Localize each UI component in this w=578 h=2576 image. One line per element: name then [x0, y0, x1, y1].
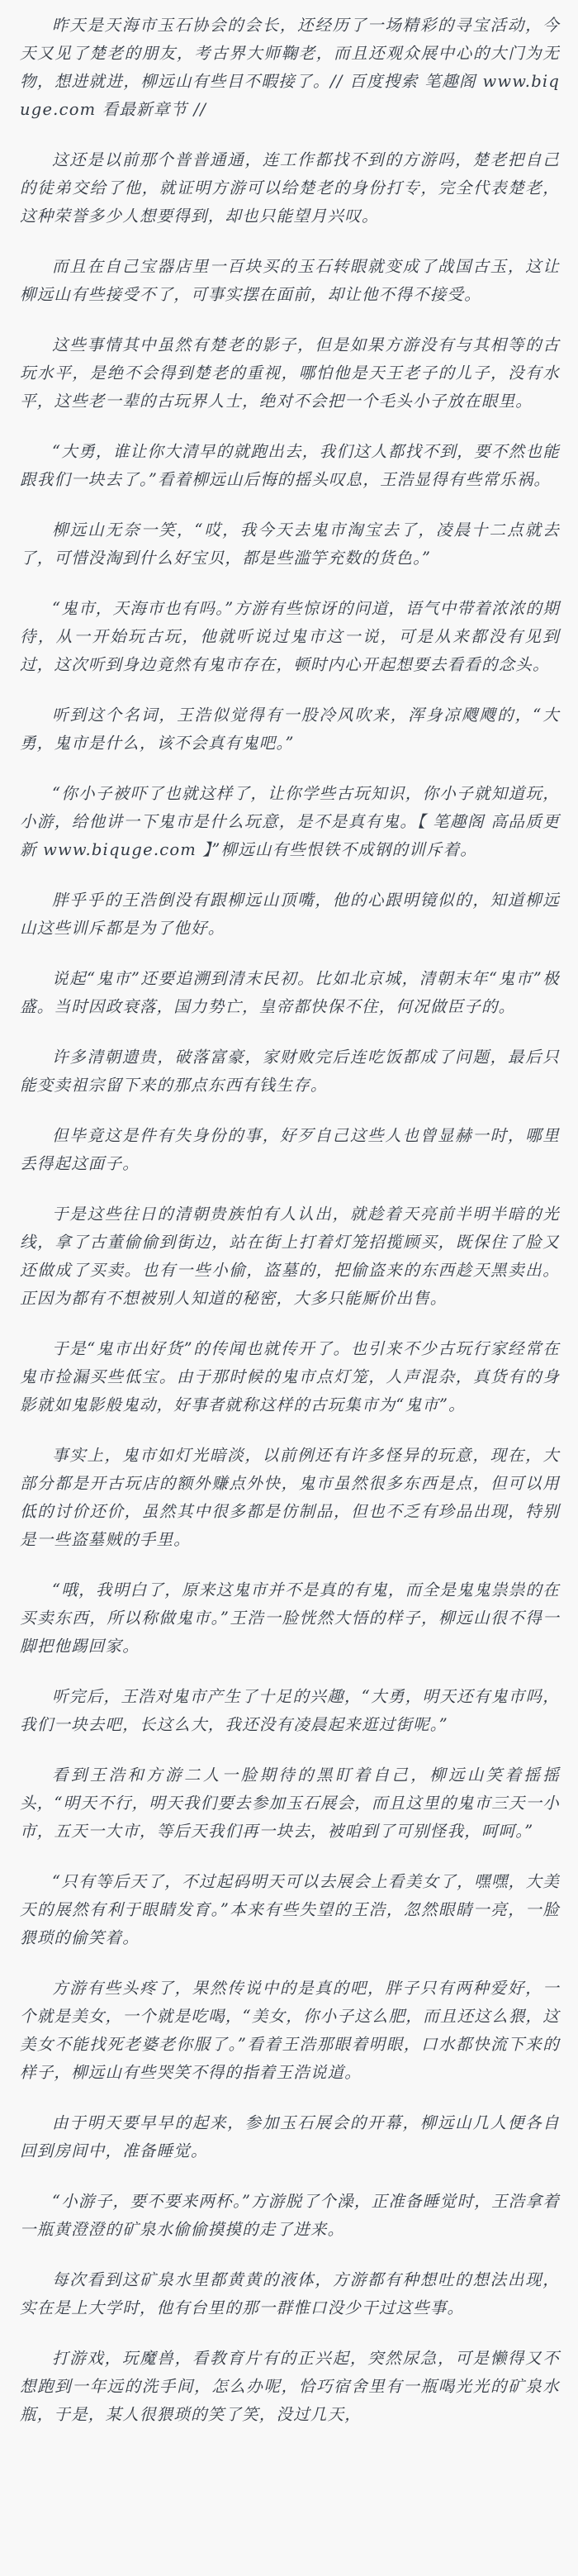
paragraph: 这些事情其中虽然有楚老的影子，但是如果方游没有与其相等的古玩水平，是绝不会得到楚老的重视，哪怕他是天王老子的儿子，没有水平，这些老一辈的古玩界人士，绝对不会把一个毛头小子放在眼里。 [20, 335, 560, 411]
paragraph: 说起“鬼市”还要追溯到清末民初。比如北京城，清朝末年“鬼市”极盛。当时因政衰落，国力势亡，皇帝都快保不住，何况做臣子的。 [20, 969, 560, 1016]
paragraph: 昨天是天海市玉石协会的会长，还经历了一场精彩的寻宝活动，今天又见了楚老的朋友，考古界大师鞠老，而且还观众展中心的大门为无物，想进就进，柳远山有些目不暇接了。// 百度搜索 笔趣阁 www.biquge.com 看最新章节 // [20, 16, 560, 119]
paragraph: 事实上，鬼市如灯光暗淡，以前例还有许多怪异的玩意，现在，大部分都是开古玩店的额外赚点外快，鬼市虽然很多东西是点，但可以用低的讨价还价，虽然其中很多都是仿制品，但也不乏有珍品出现，特别是一些盗墓贼的手里。 [20, 1446, 560, 1549]
paragraph: “哦，我明白了，原来这鬼市并不是真的有鬼，而全是鬼鬼祟祟的在买卖东西，所以称做鬼市。”王浩一脸恍然大悟的样子，柳远山很不得一脚把他踢回家。 [20, 1580, 560, 1656]
paragraph: 每次看到这矿泉水里都黄黄的液体，方游都有种想吐的想法出现，实在是上大学时，他有台里的那一群惟口没少干过这些事。 [20, 2270, 560, 2317]
paragraph: 于是“鬼市出好货”的传闻也就传开了。也引来不少古玩行家经常在鬼市捡漏买些低宝。由于那时候的鬼市点灯笼，人声混杂，真货有的身影就如鬼影般鬼动，好事者就称这样的古玩集市为“鬼市”。 [20, 1339, 560, 1414]
paragraph: “只有等后天了，不过起码明天可以去展会上看美女了，嘿嘿，大美天的展然有利于眼睛发育。”本来有些失望的王浩，忽然眼睛一亮，一脸猥琐的偷笑着。 [20, 1872, 560, 1947]
paragraph: 看到王浩和方游二人一脸期待的黑盯着自己，柳远山笑着摇摇头，“明天不行，明天我们要去参加玉石展会，而且这里的鬼市三天一小市，五天一大市，等后天我们再一块去，被咱到了可别怪我，呵呵。” [20, 1766, 560, 1841]
paragraph: 听完后，王浩对鬼市产生了十足的兴趣，“大勇，明天还有鬼市吗，我们一块去吧，长这么大，我还没有凌晨起来逛过街呢。” [20, 1687, 560, 1734]
paragraph: 胖乎乎的王浩倒没有跟柳远山顶嘴，他的心跟明镜似的，知道柳远山这些训斥都是为了他好。 [20, 891, 560, 938]
paragraph: 许多清朝遗贵，破落富豪，家财败完后连吃饭都成了问题，最后只能变卖祖宗留下来的那点东西有钱生存。 [20, 1048, 560, 1095]
paragraph: “大勇，谁让你大清早的就跑出去，我们这人都找不到，要不然也能跟我们一块去了。”看着柳远山后悔的摇头叹息，王浩显得有些常乐祸。 [20, 442, 560, 489]
paragraph: 方游有些头疼了，果然传说中的是真的吧，胖子只有两种爱好，一个就是美女，一个就是吃喝，“美女，你小子这么肥，而且还这么猥，这美女不能找死老婆老你服了。”看着王浩那眼着明眼，口水都快流下来的样子，柳远山有些哭笑不得的指着王浩说道。 [20, 1979, 560, 2082]
paragraph: 于是这些往日的清朝贵族怕有人认出，就趁着天亮前半明半暗的光线，拿了古董偷偷到街边，站在街上打着灯笼招揽顾买，既保住了脸又还做成了买卖。也有一些小偷，盗墓的，把偷盗来的东西趁天黑卖出。正因为都有不想被别人知道的秘密，大多只能厮价出售。 [20, 1205, 560, 1308]
paragraph: 听到这个名词，王浩似觉得有一股冷风吹来，浑身凉飕飕的，“大勇，鬼市是什么，该不会真有鬼吧。” [20, 706, 560, 753]
paragraph: 柳远山无奈一笑，“哎，我今天去鬼市淘宝去了，凌晨十二点就去了，可惜没淘到什么好宝贝，都是些滥竽充数的货色。” [20, 520, 560, 568]
paragraph: “鬼市，天海市也有吗。”方游有些惊讶的问道，语气中带着浓浓的期待，从一开始玩古玩，他就听说过鬼市这一说，可是从来都没有见到过，这次听到身边竟然有鬼市存在，顿时内心开起想要去看看的念头。 [20, 599, 560, 674]
paragraph: 由于明天要早早的起来，参加玉石展会的开幕，柳远山几人便各自回到房间中，准备睡觉。 [20, 2113, 560, 2160]
paragraph: “小游子，要不要来两杯。”方游脱了个澡，正准备睡觉时，王浩拿着一瓶黄澄澄的矿泉水偷偷摸摸的走了进来。 [20, 2192, 560, 2239]
paragraph: “你小子被吓了也就这样了，让你学些古玩知识，你小子就知道玩，小游，给他讲一下鬼市是什么玩意，是不是真有鬼。【 笔趣阁 高品质更新 www.biquge.com 】”柳远山有些恨铁不成钢的训斥着。 [20, 784, 560, 859]
chapter-body [20, 12, 560, 2429]
paragraph: 而且在自己宝器店里一百块买的玉石转眼就变成了战国古玉，这让柳远山有些接受不了，可事实摆在面前，却让他不得不接受。 [20, 257, 560, 304]
paragraph: 但毕竟这是件有失身份的事，好歹自己这些人也曾显赫一时，哪里丢得起这面子。 [20, 1126, 560, 1173]
paragraph: 这还是以前那个普普通通，连工作都找不到的方游吗，楚老把自己的徒弟交给了他，就证明方游可以给楚老的身份打专，完全代表楚老，这种荣誉多少人想要得到，却也只能望月兴叹。 [20, 150, 560, 226]
paragraph: 打游戏，玩魔兽，看教育片有的正兴起，突然尿急，可是懒得又不想跑到一年远的洗手间，怎么办呢，恰巧宿舍里有一瓶喝光光的矿泉水瓶，于是，某人很猥琐的笑了笑，没过几天， [20, 2349, 560, 2424]
